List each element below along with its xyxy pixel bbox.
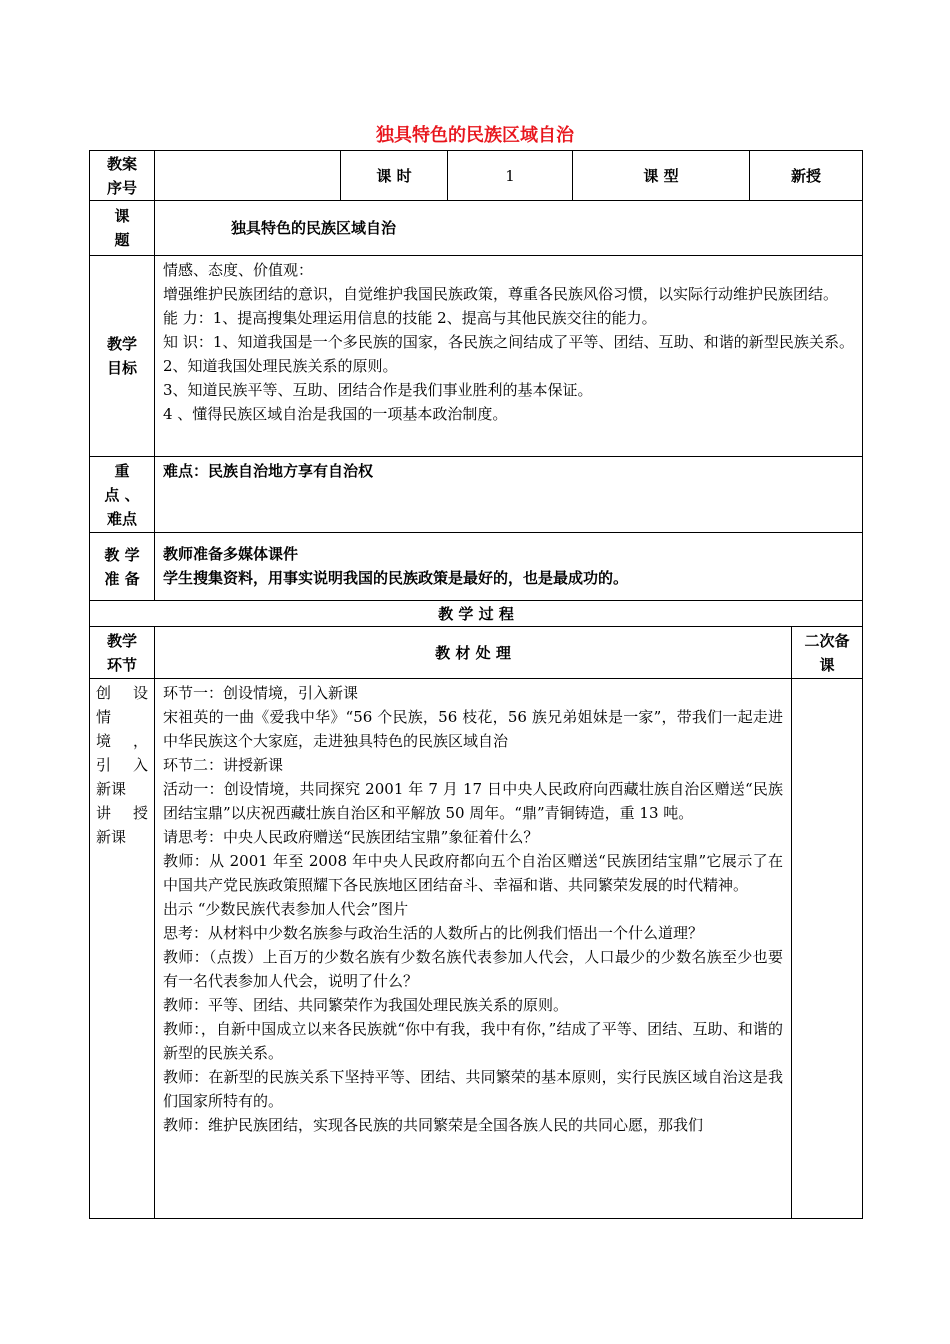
key-points-value: 难点：民族自治地方享有自治权	[155, 457, 863, 533]
topic-row	[90, 201, 863, 256]
material-paragraph: 教师：，自新中国成立以来各民族就“你中有我，我中有你，”结成了平等、团结、互助、和谐的新型的民族关系。	[163, 1020, 783, 1062]
document-title: 独具特色的民族区域自治	[376, 125, 574, 146]
material-paragraph: 教师：（点拨）上百万的少数名族有少数名族代表参加人代会，人口最少的少数名族至少也要有一名代表参加人代会，说明了什么？	[163, 948, 783, 990]
stage-line: 引 入	[96, 756, 148, 774]
material-paragraph: 环节一：创设情境，引入新课	[163, 684, 359, 702]
material-paragraph: 教师：在新型的民族关系下坚持平等、团结、共同繁荣的基本原则，实行民族区域自治这是我们国家所特有的。	[163, 1068, 783, 1110]
serial-label	[90, 151, 155, 201]
stage-line: 境 ，	[96, 732, 148, 750]
stage-line: 新课	[96, 780, 127, 798]
secondary-column-header	[792, 627, 863, 679]
preparation-line: 教师准备多媒体课件	[163, 544, 299, 563]
material-paragraph: 宋祖英的一曲《爱我中华》“56 个民族，56 枝花，56 族兄弟姐妹是一家”，带我们一起走进中华民族这个大家庭，走进独具特色的民族区域自治	[163, 708, 783, 750]
key-points-label-line1: 重	[114, 461, 130, 480]
preparation-label-line1: 教 学	[104, 545, 140, 564]
lesson-plan-table	[89, 150, 863, 1219]
process-row	[90, 679, 863, 1219]
stage-header-line2: 环节	[106, 655, 137, 674]
preparation-label-line2: 准 备	[104, 569, 140, 588]
serial-label-line2: 序号	[106, 178, 137, 197]
topic-label-line2: 题	[114, 231, 130, 249]
stage-cell	[90, 679, 155, 1219]
material-paragraph: 思考：从材料中少数名族参与政治生活的人数所占的比例我们悟出一个什么道理？	[163, 924, 704, 942]
objectives-label-line1: 教学	[106, 335, 137, 353]
material-column-header: 教 材 处 理	[155, 627, 792, 679]
stage-header-line1: 教学	[106, 631, 137, 650]
objective-line: 3、知道民族平等、互助、团结合作是我们事业胜利的基本保证。	[163, 381, 593, 399]
objective-line: 情感、态度、价值观：	[163, 261, 314, 279]
stage-line: 新课	[96, 828, 127, 846]
period-label: 课 时	[341, 151, 448, 201]
process-header-row	[90, 601, 863, 627]
material-paragraph: 环节二：讲授新课	[163, 756, 284, 774]
preparation-row	[90, 533, 863, 601]
key-points-row	[90, 457, 863, 533]
topic-value: 独具特色的民族区域自治	[155, 201, 863, 256]
topic-label	[90, 201, 155, 256]
secondary-header-line1: 二次备	[804, 631, 850, 650]
key-points-label-line3: 难点	[106, 509, 137, 528]
objectives-label-line2: 目标	[106, 359, 137, 377]
objective-line: 能 力：1、提高搜集处理运用信息的技能 2、提高与其他民族交往的能力。	[163, 309, 657, 327]
preparation-label	[90, 533, 155, 601]
material-paragraph: 活动一：创设情境，共同探究 2001 年 7 月 17 日中央人民政府向西藏壮族自治区赠送“民族团结宝鼎”以庆祝西藏壮族自治区和平解放 50 周年。“鼎”青铜铸造，重 13 吨。	[163, 780, 783, 822]
process-header: 教 学 过 程	[90, 601, 863, 627]
preparation-line: 学生搜集资料，用事实说明我国的民族政策是最好的，也是最成功的。	[163, 568, 629, 587]
header-row	[90, 151, 863, 201]
process-columns-row	[90, 627, 863, 679]
type-label: 课 型	[573, 151, 750, 201]
serial-value	[155, 151, 341, 201]
objectives-content	[155, 256, 863, 457]
key-points-label	[90, 457, 155, 533]
material-content	[155, 679, 792, 1219]
material-paragraph: 教师：平等、团结、共同繁荣作为我国处理民族关系的原则。	[163, 996, 569, 1014]
objectives-row	[90, 256, 863, 457]
stage-line: 创 设	[96, 684, 148, 702]
serial-label-line1: 教案	[106, 154, 137, 173]
key-points-label-line2: 点 、	[104, 485, 140, 504]
material-paragraph: 教师：维护民族团结，实现各民族的共同繁荣是全国各族人民的共同心愿，那我们	[163, 1116, 704, 1134]
stage-line: 讲 授	[96, 804, 148, 822]
material-paragraph: 教师：从 2001 年至 2008 年中央人民政府都向五个自治区赠送“民族团结宝鼎”它展示了在中国共产党民族政策照耀下各民族地区团结奋斗、幸福和谐、共同繁荣发展的时代精神。	[163, 852, 783, 894]
preparation-content	[155, 533, 863, 601]
objectives-label	[90, 256, 155, 457]
objective-line: 4 、懂得民族区域自治是我国的一项基本政治制度。	[163, 405, 508, 423]
objective-line: 增强维护民族团结的意识，自觉维护我国民族政策，尊重各民族风俗习惯，以实际行动维护民族团结。	[163, 285, 839, 303]
secondary-cell	[792, 679, 863, 1219]
stage-column-header	[90, 627, 155, 679]
material-paragraph: 请思考：中央人民政府赠送“民族团结宝鼎”象征着什么？	[163, 828, 539, 846]
material-paragraph: 出示 “少数民族代表参加人代会”图片	[163, 900, 409, 918]
period-value: 1	[448, 151, 573, 201]
objective-line: 知 识：1、知道我国是一个多民族的国家，各民族之间结成了平等、团结、互助、和谐的新型民族关系。2、知道我国处理民族关系的原则。	[163, 333, 855, 375]
secondary-header-line2: 课	[819, 655, 835, 674]
topic-label-line1: 课	[114, 207, 130, 225]
type-value: 新授	[750, 151, 863, 201]
stage-line: 情	[96, 708, 112, 726]
